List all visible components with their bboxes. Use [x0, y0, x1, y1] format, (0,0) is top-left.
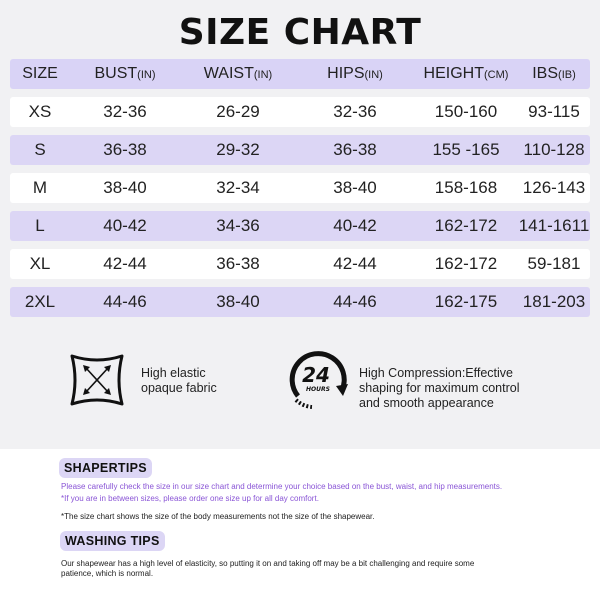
cell-ibs: 93-115 — [528, 102, 580, 121]
cell-waist: 29-32 — [216, 140, 260, 159]
shapertips-line: *If you are in between sizes, please order one size up for all day comfort. — [61, 494, 319, 503]
size-table — [10, 59, 590, 325]
cell-height: 155 -165 — [432, 140, 500, 159]
cell-height: 162-172 — [434, 254, 498, 273]
cell-height: 158-168 — [434, 178, 498, 197]
washing-tips-line: Our shapewear has a high level of elasticity, so putting it on and taking off may be a bit challenging and require some — [61, 559, 475, 568]
cell-waist: 36-38 — [216, 254, 260, 273]
cell-height: 162-172 — [434, 216, 498, 235]
header-ibs: IBS(IB) — [532, 65, 576, 82]
cell-hips: 40-42 — [333, 216, 377, 235]
cell-ibs: 181-203 — [522, 292, 586, 311]
table-row — [10, 173, 590, 203]
washing-tips-line: patience, which is normal. — [61, 569, 154, 578]
washing-tips-label: WASHING TIPS — [60, 531, 165, 551]
shapertips-label: SHAPERTIPS — [59, 458, 152, 478]
table-row — [10, 249, 590, 279]
cell-hips: 32-36 — [333, 102, 377, 121]
cell-hips: 38-40 — [333, 178, 377, 197]
cell-bust: 40-42 — [103, 216, 147, 235]
header-hips: HIPS(IN) — [327, 65, 383, 82]
page-title: SIZE CHART — [178, 12, 422, 53]
cell-ibs: 141-1611 — [518, 216, 590, 235]
cell-size: L — [35, 216, 45, 235]
header-size: SIZE — [22, 65, 58, 82]
cell-ibs: 110-128 — [523, 140, 585, 159]
stretch-fabric-icon — [66, 352, 128, 408]
cell-height: 162-175 — [434, 292, 498, 311]
header-waist: WAIST(IN) — [203, 65, 273, 82]
shapertips-line: Please carefully check the size in our size chart and determine your choice based on the bust, waist, and hip measurements. — [61, 482, 503, 491]
table-header-row — [10, 59, 590, 89]
cell-waist: 34-36 — [216, 216, 260, 235]
24-hours-icon — [286, 350, 352, 410]
cell-size: M — [32, 178, 48, 197]
cell-hips: 36-38 — [333, 140, 377, 159]
cell-hips: 42-44 — [333, 254, 377, 273]
cell-waist: 26-29 — [216, 102, 260, 121]
compression-text: High Compression:Effective shaping for maximum control and smooth appearance — [359, 366, 520, 410]
cell-size: 2XL — [24, 292, 56, 311]
cell-ibs: 59-181 — [527, 254, 581, 273]
cell-size: XL — [29, 254, 51, 273]
cell-ibs: 126-143 — [522, 178, 586, 197]
cell-waist: 32-34 — [216, 178, 260, 197]
cell-bust: 36-38 — [103, 140, 147, 159]
cell-bust: 38-40 — [103, 178, 147, 197]
cell-bust: 44-46 — [103, 292, 147, 311]
header-height: HEIGHT(CM) — [423, 65, 509, 82]
features-section — [0, 350, 600, 410]
shapertips-line: *The size chart shows the size of the body measurements not the size of the shapewear. — [61, 512, 375, 521]
header-bust: BUST(IN) — [94, 65, 156, 82]
cell-waist: 38-40 — [216, 292, 260, 311]
cell-bust: 42-44 — [103, 254, 147, 273]
cell-bust: 32-36 — [103, 102, 147, 121]
elastic-fabric-text: High elastic opaque fabric — [141, 366, 217, 395]
cell-size: XS — [28, 102, 52, 121]
table-row — [10, 287, 590, 317]
table-row — [10, 97, 590, 127]
cell-height: 150-160 — [434, 102, 498, 121]
cell-size: S — [34, 140, 46, 159]
cell-hips: 44-46 — [333, 292, 377, 311]
svg-text:24: 24 — [302, 363, 330, 387]
table-row — [10, 211, 590, 241]
table-row — [10, 135, 590, 165]
tips-panel — [0, 449, 600, 600]
svg-text:HOURS: HOURS — [306, 386, 330, 393]
